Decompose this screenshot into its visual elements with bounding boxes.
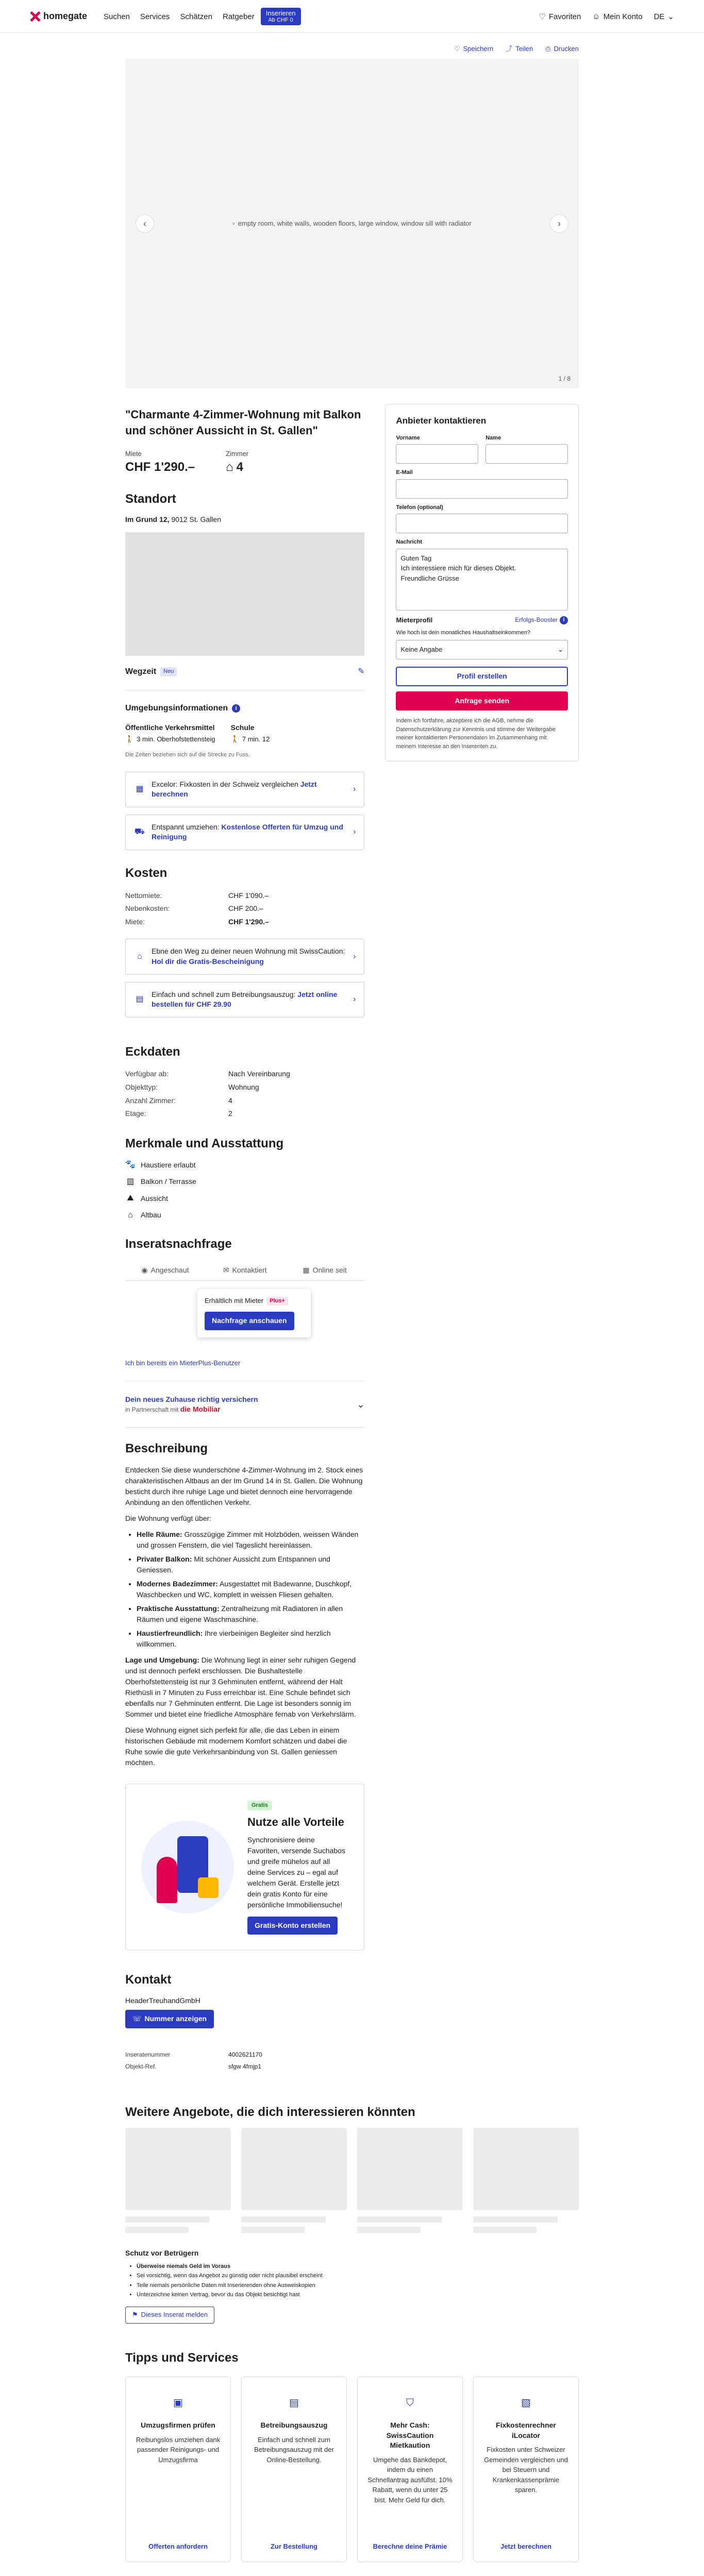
school-heading: Schule	[230, 723, 255, 732]
nav-ratgeber[interactable]: Ratgeber	[222, 12, 255, 21]
tip-card-kaution[interactable]: ⛉ Mehr Cash: SwissCaution Mietkaution Umgehe das Bankdepot, indem du einen Schnellantrag ausfüllst. 10% Rabatt, wenn du unter 25 bist. Mehr Geld für dich. Berechne deine Prämie	[357, 2377, 463, 2562]
edit-icon[interactable]: ✎	[358, 667, 365, 676]
account-link[interactable]: ☺ Mein Konto	[592, 12, 643, 21]
promo-excelor[interactable]: ▦ Excelor: Fixkosten in der Schweiz vergleichen Jetzt berechnen ›	[125, 772, 364, 807]
rooms-label: Zimmer	[226, 449, 249, 457]
mobiliar-logo: die Mobiliar	[180, 1405, 221, 1414]
printer-icon: ⎙	[545, 45, 551, 53]
more-offers-heading: Weitere Angebote, die dich interessieren könnten	[125, 2105, 415, 2119]
broken-image-icon: ▫	[232, 219, 235, 228]
inquiry-locked-area	[125, 1281, 364, 1358]
mieterplus-login-link[interactable]: Ich bin bereits ein MieterPlus-Benutzer	[125, 1359, 241, 1367]
eckdaten-row: Objekttyp: Wohnung	[125, 1083, 259, 1092]
tip-card-fixkosten[interactable]: ▧ Fixkostenrechner iLocator Fixkosten unter Schweizer Gemeinden vergleichen und bei Steuern und Krankenkassenprämie sparen. Jetzt berechnen	[473, 2377, 579, 2562]
message-textarea[interactable]: Guten Tag Ich interessiere mich für dieses Objekt. Freundliche Grüsse	[396, 549, 568, 611]
object-ref-row: Objekt-Ref. sfgw 4fmjp1	[125, 2062, 262, 2070]
send-request-button[interactable]: Anfrage senden	[396, 691, 568, 711]
standort-heading: Standort	[125, 492, 176, 506]
firstname-input[interactable]	[396, 444, 478, 464]
list-item: • Modernes Badezimmer: Ausgestattet mit Badewanne, Duschkopf, Waschbecken und WC, komplett in weissen Fliesen gehalten.	[137, 1579, 364, 1600]
tab-online-seit[interactable]: ▦ Online seit	[285, 1260, 365, 1281]
mieterplus-popup: Erhältlich mit Mieter Plus+ Nachfrage anschauen	[197, 1289, 311, 1337]
listing-actions	[125, 33, 579, 59]
eckdaten-row: Verfügbar ab: Nach Vereinbarung	[125, 1070, 290, 1078]
rent-value: CHF 1'290.–	[125, 460, 195, 474]
eckdaten-heading: Eckdaten	[125, 1044, 180, 1059]
fraud-heading: Schutz vor Betrügern	[125, 2249, 199, 2258]
beschreibung-heading: Beschreibung	[125, 1441, 208, 1455]
house-icon: ⌂	[137, 952, 142, 961]
main-nav	[99, 8, 300, 26]
list-item: • Haustierfreundlich: Ihre vierbeinigen Begleiter sind herzlich willkommen.	[137, 1628, 364, 1650]
rent-label: Miete	[125, 449, 142, 457]
rooms-value: 4	[236, 460, 243, 474]
cost-row: Nettomiete: CHF 1'090.–	[125, 891, 269, 900]
list-item: • Teile niemals persönliche Daten mit Inserierenden ohne Ausweiskopien	[137, 2282, 579, 2290]
image-gallery[interactable]	[125, 59, 579, 388]
chevron-down-icon: ⌄	[357, 1399, 365, 1410]
offer-card-placeholder[interactable]	[241, 2128, 347, 2233]
logo-x-icon	[30, 11, 40, 22]
tip-card-betreibung[interactable]: ▤ Betreibungsauszug Einfach und schnell zum Betreibungsauszug mit der Online-Bestellung. Zur Bestellung	[241, 2377, 347, 2562]
tipps-heading: Tipps und Services	[125, 2350, 239, 2365]
chevron-left-icon: ‹	[143, 218, 146, 229]
new-badge: Neu	[160, 667, 177, 676]
walking-icon: 🚶	[125, 735, 134, 743]
mail-icon: ✉	[223, 1265, 229, 1274]
save-button[interactable]: ♡ Speichern	[454, 44, 493, 54]
inserat-heading: Inseratsnachfrage	[125, 1236, 232, 1251]
merkmale-heading: Merkmale und Ausstattung	[125, 1136, 284, 1150]
tab-kontaktiert[interactable]: ✉ Kontaktiert	[205, 1260, 285, 1281]
benefits-title: Nutze alle Vorteile	[247, 1815, 344, 1828]
location-map[interactable]	[125, 532, 364, 656]
report-listing-button[interactable]: ⚑ Dieses Inserat melden	[125, 2307, 214, 2323]
nav-services[interactable]: Services	[140, 12, 170, 21]
description: Beschreibung Entdecken Sie diese wunderschöne 4-Zimmer-Wohnung im 2. Stock eines charakteristischen Altbaus an der Im Grund 14 in St. Gallen. Die Wohnung besticht durch ihre ruhige Lage und bietet dennoch eine hervorragende Anbindung an den öffentlichen Verkehr. Die Wohnung verfügt über: • Helle Räume: Grosszügige Zimmer mit Holzböden, weissen Wänden und grossen Fenstern, die viel Tageslicht hereinlassen. • Privater Balkon: Mit schöner Aussicht zum Entspannen und Geniessen. • Modernes Badezimmer: Ausgestattet mit Badewanne, Duschkopf, Waschbecken und WC, komplett in weissen Fliesen gehalten. • Praktische Ausstattung: Zentralheizung mit Radiatoren in allen Räumen und eigene Waschmaschine. • Haustierfreundlich: Ihre vierbeinigen Begleiter sind herzlich willkommen. Lage und Umgebung: Die Wohnung liegt in einer sehr ruhigen Gegend und ist dennoch perfekt erschlossen. Die Bushaltestelle Oberhofstettensteig ist nur 3 Gehminuten entfernt, während der Halt Riethüsli in 7 Minuten zu Fuss erreichbar ist. Eine Schule befindet sich ebenfalls nur 7 Gehminuten entfernt. Die Lage ist besonders sonnig im Sommer und bietet eine friedliche Atmosphäre fernab von Verkehrslärm. Diese Wohnung eignet sich perfekt für alle, die das Leben in einem historischen Gebäude mit modernem Komfort schätzen und dabei die Ruhe sowie die gute Verkehrsanbindung von St. Gallen geniessen möchten.	[125, 1440, 364, 1768]
list-item: • Privater Balkon: Mit schöner Aussicht zum Entspannen und Geniessen.	[137, 1554, 364, 1575]
offer-card-placeholder[interactable]	[357, 2128, 463, 2233]
gallery-prev-button[interactable]	[136, 214, 154, 233]
account-benefits-card: Gratis Nutze alle Vorteile Synchronisiere deine Favoriten, versende Suchabos und greife mühelos auf all deine Services zu – egal auf welchem Gerät. Erstelle jetzt dein gratis Konto für eine persönliche Immobiliensuche! Gratis-Konto erstellen	[125, 1784, 364, 1951]
umgebung-heading: Umgebungsinformationen	[125, 704, 228, 713]
home-icon: ⌂	[226, 460, 233, 474]
cost-row: Miete: CHF 1'290.–	[125, 917, 269, 926]
feature-item: ⌂ Altbau	[125, 1210, 364, 1221]
homegate-logo[interactable]: homegate	[30, 10, 87, 23]
wegzeit-label: Wegzeit	[125, 667, 157, 676]
chevron-down-icon: ⌄	[667, 12, 674, 21]
document-icon: ▤	[136, 995, 144, 1004]
promo-swisscaution[interactable]: ⌂ Ebne den Weg zu deiner neuen Wohnung mit SwissCaution: Hol dir die Gratis-Bescheinigung ›	[125, 939, 364, 974]
chevron-right-icon: ›	[353, 785, 356, 794]
list-item: • Unterzeichne keinen Vertrag, bevor du das Objekt besichtigt hast	[137, 2291, 579, 2299]
eckdaten-row: Etage: 2	[125, 1109, 232, 1118]
create-account-button[interactable]: Gratis-Konto erstellen	[247, 1917, 338, 1935]
language-select[interactable]: DE ⌄	[653, 12, 674, 21]
offers-carousel	[125, 2128, 579, 2233]
nav-schaetzen[interactable]: Schätzen	[180, 12, 212, 21]
kontakt-heading: Kontakt	[125, 1973, 172, 1987]
user-icon: ☺	[592, 12, 600, 21]
heart-icon: ♡	[454, 45, 460, 53]
income-question: Wie hoch ist dein monatliches Haushaltseinkommen?	[396, 629, 530, 636]
listing-number-row: Inseratenummer 4002621170	[125, 2051, 262, 2059]
listing-title: "Charmante 4-Zimmer-Wohnung mit Balkon und schöner Aussicht in St. Gallen"	[125, 408, 361, 437]
transport-heading: Öffentliche Verkehrsmittel	[125, 723, 215, 732]
feature-item: 🐾 Haustiere erlaubt	[125, 1159, 364, 1171]
chevron-down-icon: ⌄	[558, 646, 563, 654]
income-select[interactable]: Keine Angabe ⌄	[396, 640, 568, 659]
info-icon: i	[560, 616, 568, 624]
chevron-right-icon: ›	[558, 218, 561, 229]
gallery-counter: 1 / 8	[558, 375, 571, 383]
phone-icon: ☏	[132, 2014, 142, 2023]
list-item: • Helle Räume: Grosszügige Zimmer mit Holzböden, weissen Wänden und grossen Fenstern, die viel Tageslicht hereinlassen.	[137, 1529, 364, 1551]
gallery-next-button[interactable]	[550, 214, 568, 233]
info-icon[interactable]: i	[232, 704, 240, 713]
print-button[interactable]: ⎙ Drucken	[545, 44, 579, 54]
email-input[interactable]	[396, 479, 568, 499]
gallery-image: ▫ empty room, white walls, wooden floors, large window, window sill with radiator	[232, 219, 472, 228]
offer-card-placeholder[interactable]	[125, 2128, 231, 2233]
tip-card-umzug[interactable]: ▣ Umzugsfirmen prüfen Reibungslos umziehen dank passender Reinigungs- und Umzugsfirma Offerten anfordern	[125, 2377, 231, 2562]
umgebung-note: Die Zeiten beziehen sich auf die Strecke zu Fuss.	[125, 752, 250, 758]
nav-suchen[interactable]: Suchen	[104, 12, 130, 21]
map-icon: ▧	[521, 2397, 531, 2409]
list-item: • Überweise niemals Geld im Voraus	[137, 2263, 579, 2270]
list-item: • Sei vorsichtig, wenn das Angebot zu günstig oder nicht plausibel erscheint	[137, 2272, 579, 2280]
kosten-heading: Kosten	[125, 866, 167, 880]
offer-card-placeholder[interactable]	[473, 2128, 579, 2233]
truck-icon: ⛟	[134, 827, 145, 837]
cost-row: Nebenkosten: CHF 200.–	[125, 904, 263, 913]
contact-form: Anbieter kontaktieren Vorname Name E-Mail Telefon (optional) Nachricht Guten Tag Ich interessiere mich für dieses Objekt. Freundliche Grüsse Mieterprofil Erfolgs-Booster i Wie hoch ist dein monatliches Haushaltseinkommen? Keine Angabe ⌄ Profil erstellen Anfrage senden Indem ich fortfahre, akzeptiere ich die AGB, nehme die Datenschutzerklärung zur Kenntnis und stimme der Weitergabe meiner kontaktierten Personendaten im Zusammenhang mit meinem Interesse an den Inserenten zu.	[385, 404, 579, 761]
paw-icon: 🐾	[125, 1160, 136, 1170]
calendar-icon: ▦	[303, 1265, 310, 1274]
shield-icon: ⛉	[406, 2397, 414, 2409]
eckdaten-row: Anzahl Zimmer: 4	[125, 1096, 232, 1105]
erfolg-booster-link[interactable]: Erfolgs-Booster i	[515, 616, 568, 624]
list-item: • Praktische Ausstattung: Zentralheizung mit Radiatoren in allen Räumen und eigene Waschmaschine.	[137, 1603, 364, 1625]
box-icon: ▣	[173, 2397, 183, 2409]
legal-notice: Indem ich fortfahre, akzeptiere ich die AGB, nehme die Datenschutzerklärung zur Kenntnis und stimme der Weitergabe meiner kontaktierten Personendaten im Zusammenhang mit meinem Interesse an den Inserenten zu.	[396, 718, 556, 750]
lastname-input[interactable]	[485, 444, 568, 464]
eye-icon: ◉	[141, 1265, 148, 1274]
show-number-button[interactable]: ☏ Nummer anzeigen	[125, 2010, 214, 2028]
top-header	[0, 0, 704, 33]
document-icon: ▤	[289, 2397, 299, 2409]
flag-icon: ⚑	[132, 2311, 138, 2319]
form-title: Anbieter kontaktieren	[396, 416, 487, 426]
insert-button[interactable]: Inserieren Ab CHF 0	[261, 8, 301, 26]
mieterprofil-label: Mieterprofil	[396, 616, 433, 624]
favorites-link[interactable]: ♡ Favoriten	[539, 12, 581, 21]
share-button[interactable]: ⤴ Teilen	[506, 44, 533, 54]
walking-icon: 🚶	[230, 735, 239, 743]
chevron-right-icon: ›	[353, 827, 356, 837]
view-inquiry-button[interactable]: Nachfrage anschauen	[205, 1312, 294, 1330]
promo-umzug[interactable]: ⛟ Entspannt umziehen: Kostenlose Offerten für Umzug und Reinigung ›	[125, 815, 364, 850]
inquiry-tabs	[125, 1260, 364, 1281]
calculator-icon: ▦	[136, 785, 144, 794]
tab-angeschaut[interactable]: ◉ Angeschaut	[125, 1260, 205, 1281]
feature-item: ▥ Balkon / Terrasse	[125, 1176, 364, 1188]
benefits-illustration	[141, 1821, 234, 1913]
mountain-icon: ⛰	[127, 1194, 134, 1203]
promo-betreibung[interactable]: ▤ Einfach und schnell zum Betreibungsauszug: Jetzt online bestellen für CHF 29.90 ›	[125, 982, 364, 1018]
fraud-protection	[125, 2248, 579, 2323]
feature-item: ⛰ Aussicht	[125, 1193, 364, 1204]
gratis-badge: Gratis	[247, 1801, 272, 1810]
advertiser-name: HeaderTreuhandGmbH	[125, 1996, 200, 2005]
address: Im Grund 12, 9012 St. Gallen	[125, 515, 221, 524]
building-icon: ⌂	[128, 1210, 133, 1219]
chevron-right-icon: ›	[353, 995, 356, 1004]
heart-icon: ♡	[539, 12, 546, 21]
create-profile-button[interactable]: Profil erstellen	[396, 667, 568, 686]
chevron-right-icon: ›	[353, 952, 356, 961]
balcony-icon: ▥	[126, 1177, 135, 1186]
share-icon: ⤴	[506, 45, 513, 53]
phone-input[interactable]	[396, 514, 568, 533]
plus-badge: Plus+	[266, 1297, 288, 1306]
mobiliar-insurance[interactable]: Dein neues Zuhause richtig versichern in Partnerschaft mit die Mobiliar ⌄	[125, 1395, 365, 1414]
